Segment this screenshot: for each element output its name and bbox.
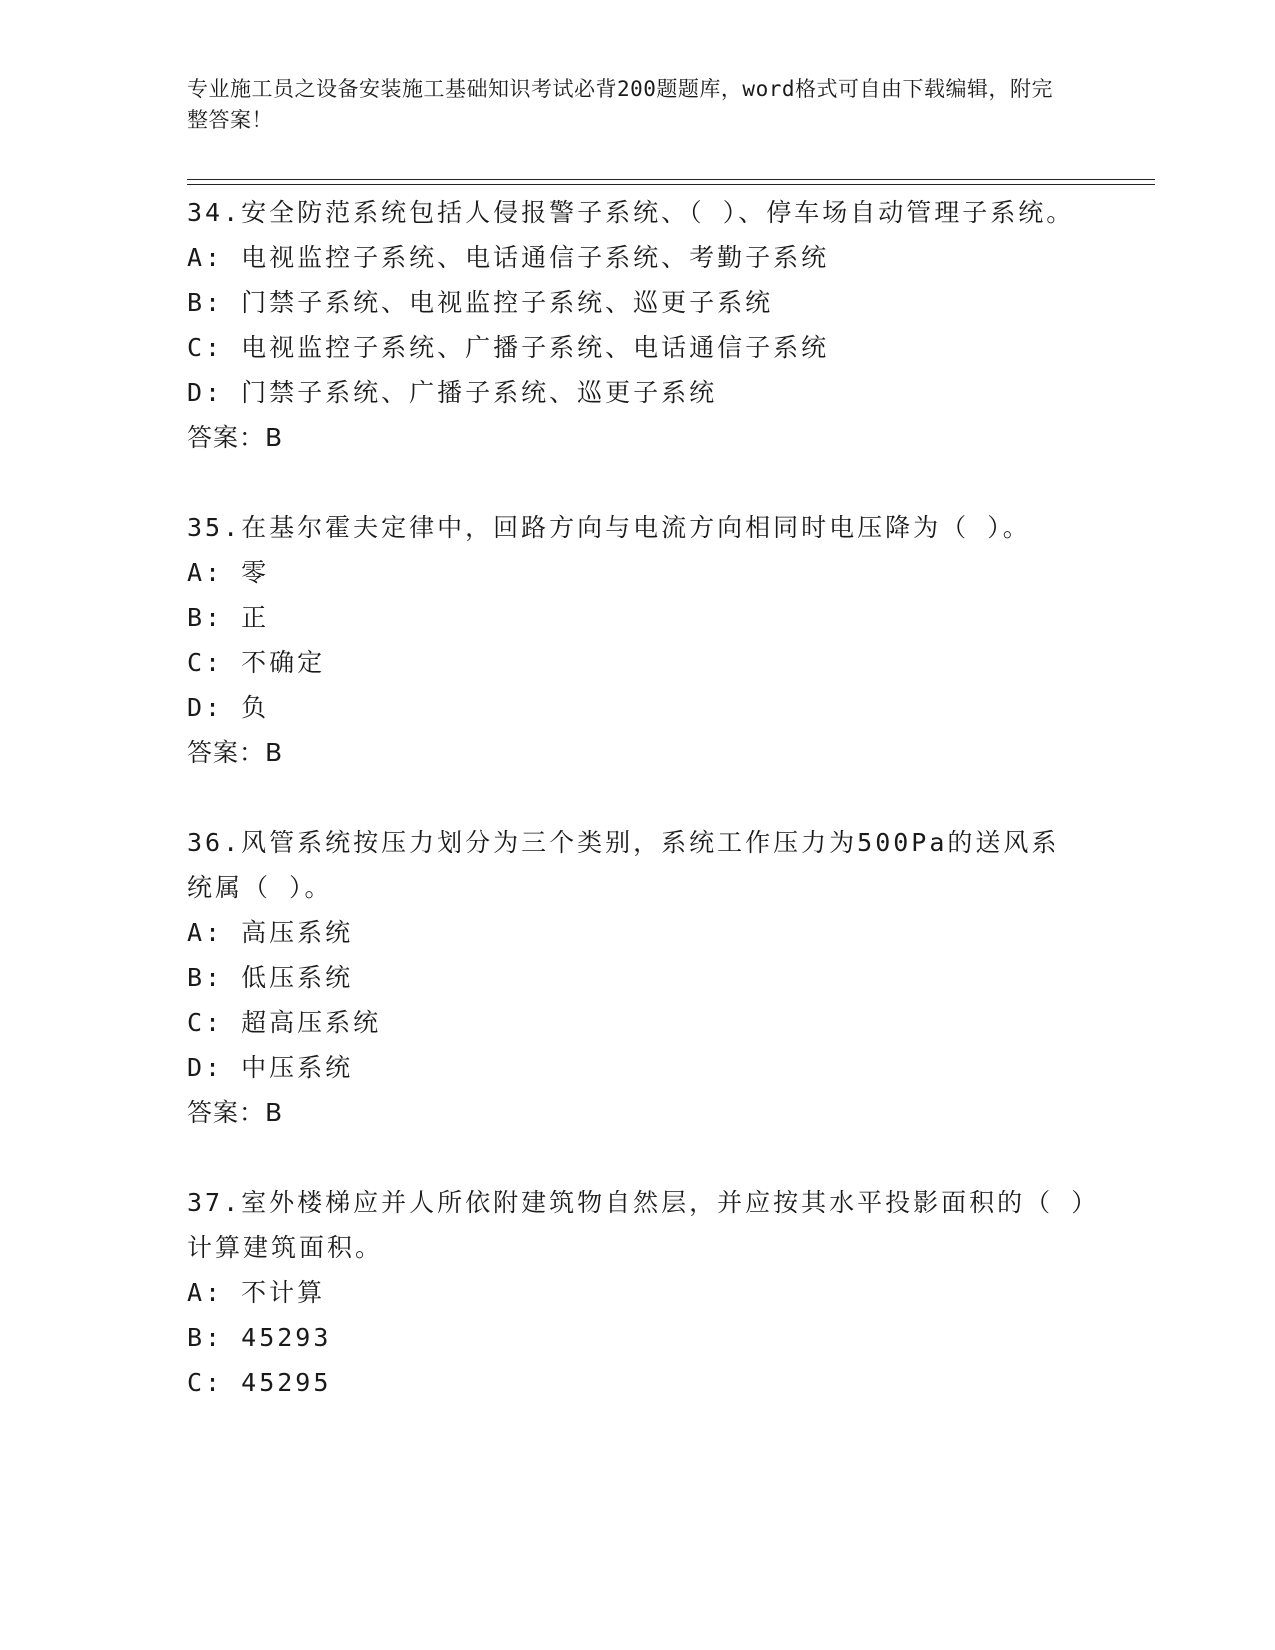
- option-a: A: 高压系统: [187, 918, 354, 947]
- question-stem: 37.室外楼梯应并人所依附建筑物自然层，并应按其水平投影面积的（ ）计算建筑面积。: [187, 1188, 1087, 1262]
- question-stem: 35.在基尔霍夫定律中，回路方向与电流方向相同时电压降为（ ）。: [187, 513, 1031, 542]
- option-b: B: 45293: [187, 1323, 332, 1352]
- option-c: C: 45295: [187, 1368, 332, 1397]
- question-stem: 34.安全防范系统包括人侵报警子系统、（ ）、停车场自动管理子系统。: [187, 198, 1075, 227]
- option-c: C: 电视监控子系统、广播子系统、电话通信子系统: [187, 333, 830, 362]
- option-c: C: 不确定: [187, 648, 326, 677]
- question-34: [187, 190, 1087, 460]
- question-36: [187, 820, 1087, 1135]
- option-a: A: 电视监控子系统、电话通信子系统、考勤子系统: [187, 243, 830, 272]
- question-list: [187, 190, 1087, 1450]
- option-d: D: 负: [187, 693, 270, 722]
- option-c: C: 超高压系统: [187, 1008, 382, 1037]
- header-divider-top: [187, 179, 1155, 180]
- answer-text: 答案：B: [187, 1098, 284, 1127]
- answer-text: 答案：B: [187, 423, 284, 452]
- document-header: 专业施工员之设备安装施工基础知识考试必背200题题库，word格式可自由下载编辑，附完整答案！: [187, 77, 1053, 132]
- option-b: B: 正: [187, 603, 270, 632]
- option-d: D: 中压系统: [187, 1053, 354, 1082]
- question-37: [187, 1180, 1087, 1405]
- question-stem: 36.风管系统按压力划分为三个类别，系统工作压力为500Pa的送风系统属（ ）。: [187, 828, 1060, 902]
- option-a: A: 不计算: [187, 1278, 326, 1307]
- option-b: B: 低压系统: [187, 963, 354, 992]
- option-d: D: 门禁子系统、广播子系统、巡更子系统: [187, 378, 718, 407]
- question-35: [187, 505, 1087, 775]
- header-divider-bottom: [187, 184, 1155, 185]
- option-a: A: 零: [187, 558, 270, 587]
- answer-text: 答案：B: [187, 738, 284, 767]
- option-b: B: 门禁子系统、电视监控子系统、巡更子系统: [187, 288, 774, 317]
